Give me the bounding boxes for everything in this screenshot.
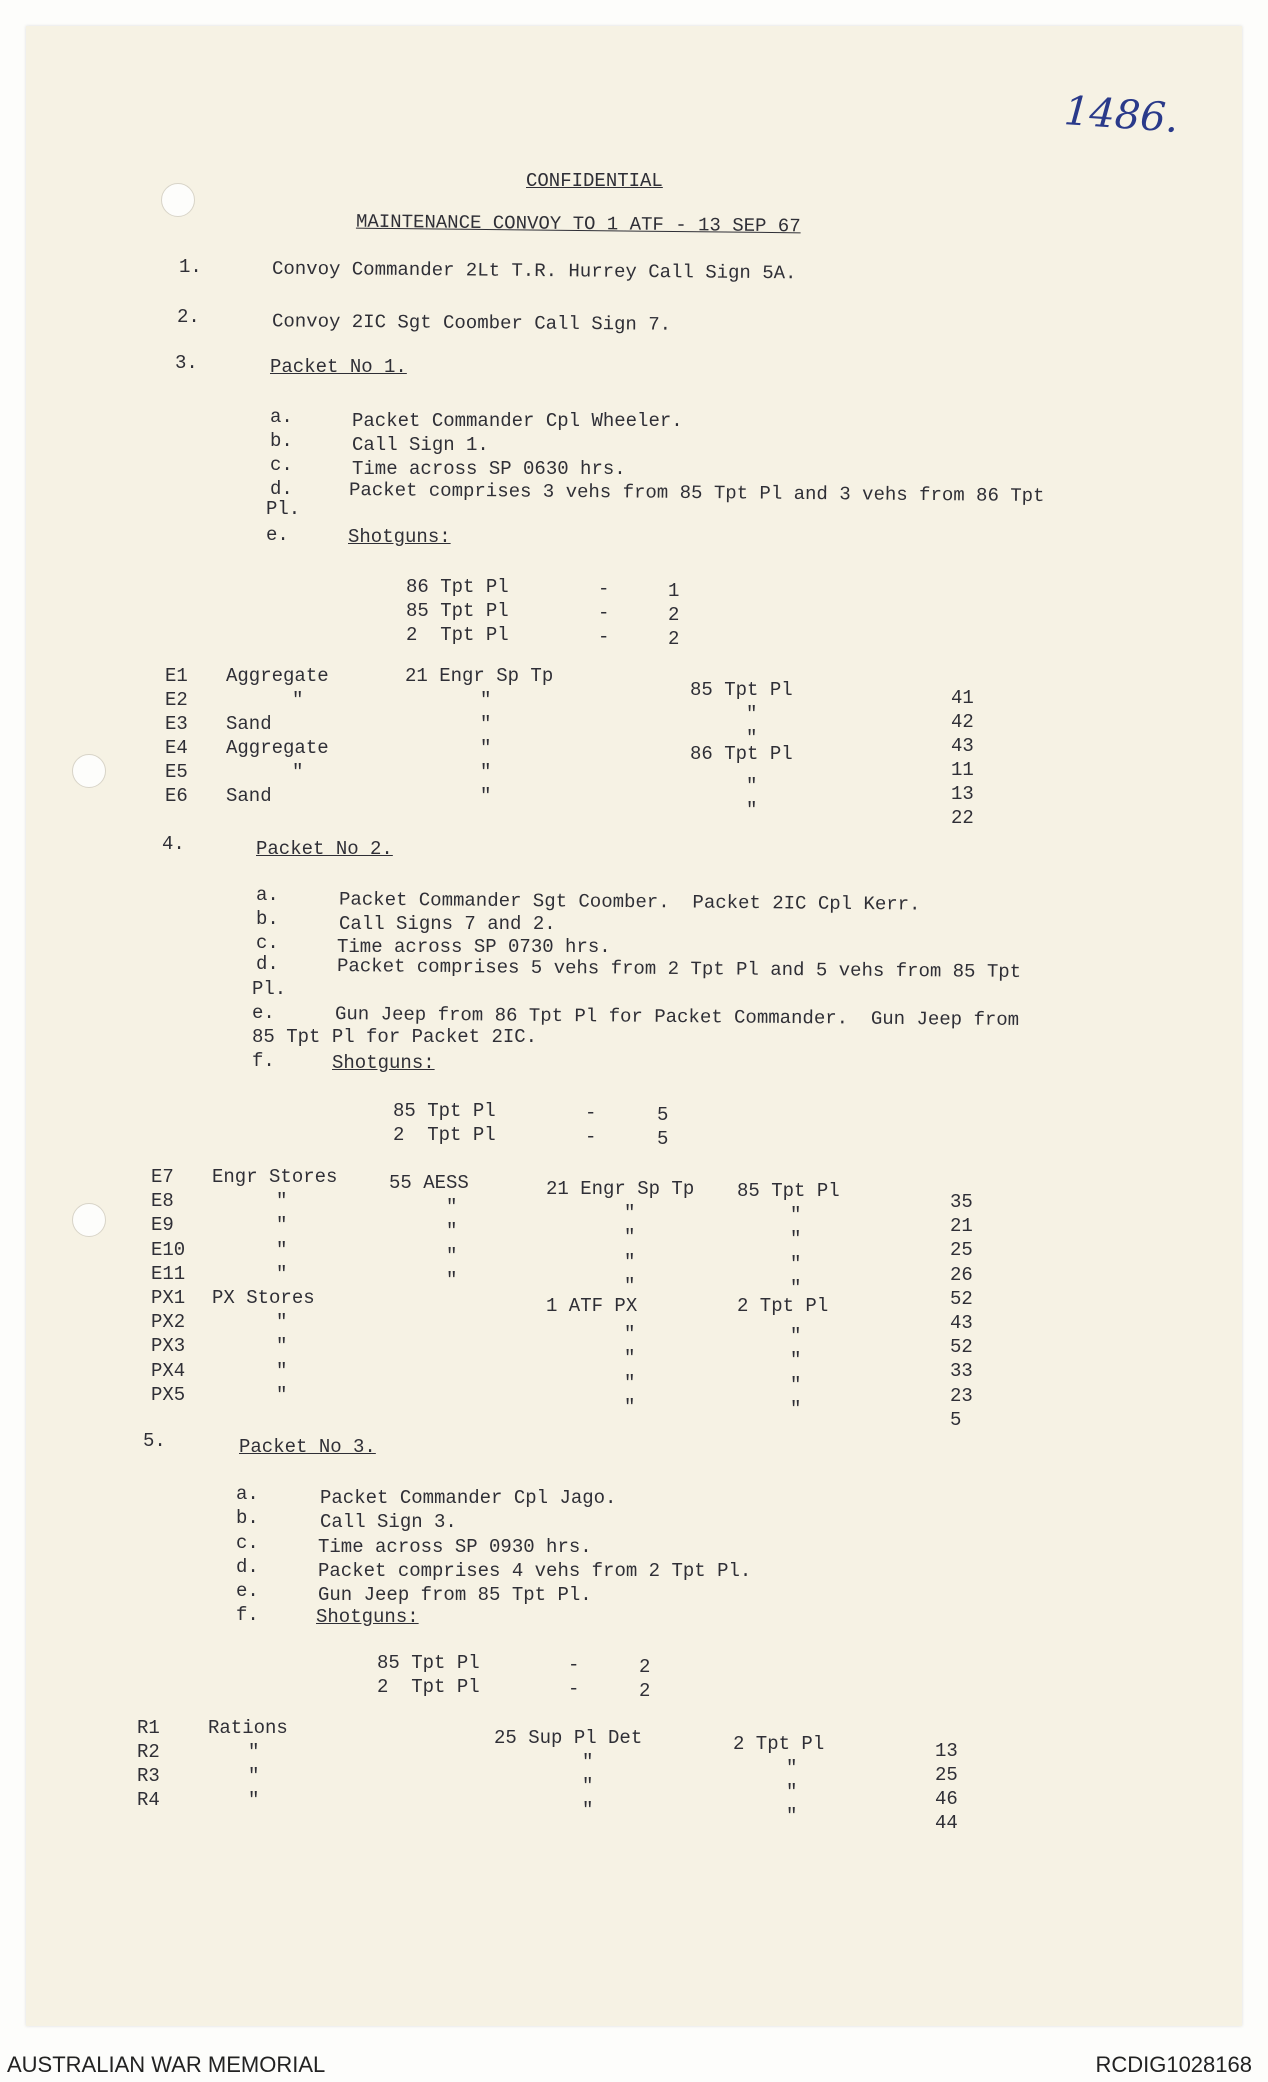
row-to: " bbox=[786, 1781, 798, 1803]
sub-letter: b. bbox=[256, 908, 279, 930]
row-cargo: " bbox=[276, 1359, 288, 1382]
item-number: 1. bbox=[179, 256, 202, 278]
sub-text: Packet Commander Sgt Coomber. Packet 2IC Cpl Kerr. bbox=[338, 888, 921, 916]
row-to: " bbox=[790, 1252, 802, 1275]
row-cargo: PX Stores bbox=[212, 1287, 315, 1309]
row-from: " bbox=[624, 1371, 636, 1394]
row-to: " bbox=[790, 1325, 802, 1348]
row-from: " bbox=[624, 1250, 636, 1273]
row-to: " bbox=[790, 1373, 802, 1396]
shotgun-count: 5 bbox=[657, 1128, 669, 1150]
row-cargo: " bbox=[248, 1741, 260, 1763]
vehicle-number: 13 bbox=[951, 783, 974, 805]
row-cargo: " bbox=[276, 1311, 288, 1334]
sub-letter: c. bbox=[270, 454, 293, 476]
row-from: " bbox=[480, 761, 492, 783]
row-id: E8 bbox=[151, 1190, 174, 1213]
sub-text: Time across SP 0930 hrs. bbox=[318, 1536, 592, 1558]
sub-letter: a. bbox=[270, 406, 293, 428]
item-number: 2. bbox=[177, 306, 200, 328]
row-cargo: Sand bbox=[226, 713, 272, 735]
sub-letter: d. bbox=[236, 1556, 259, 1578]
section-heading: Packet No 3. bbox=[239, 1436, 376, 1458]
footer-source: AUSTRALIAN WAR MEMORIAL bbox=[7, 2052, 326, 2077]
sub-text: Packet comprises 5 vehs from 2 Tpt Pl and 5 vehs from 85 Tpt bbox=[336, 955, 1022, 983]
sub-letter: c. bbox=[256, 932, 279, 954]
sub-text: Time across SP 0730 hrs. bbox=[337, 936, 611, 958]
row-id: E11 bbox=[151, 1262, 186, 1285]
shotgun-unit: 2 Tpt Pl bbox=[393, 1124, 496, 1146]
sub-letter: f. bbox=[236, 1604, 259, 1626]
shotgun-dash: - bbox=[585, 1102, 597, 1124]
row-to: " bbox=[786, 1805, 798, 1827]
row-to: 85 Tpt Pl bbox=[737, 1180, 840, 1202]
row-cargo: Aggregate bbox=[226, 737, 329, 759]
row-id: E4 bbox=[165, 737, 188, 759]
sub-text: Gun Jeep from 86 Tpt Pl for Packet Commander. Gun Jeep from bbox=[334, 1003, 1020, 1031]
sub-text: Time across SP 0630 hrs. bbox=[352, 458, 626, 480]
row-from: " bbox=[624, 1202, 636, 1225]
vehicle-number: 44 bbox=[935, 1812, 958, 1834]
row-cargo: " bbox=[292, 761, 304, 783]
punch-hole bbox=[72, 1203, 106, 1237]
vehicle-number: 33 bbox=[950, 1360, 973, 1383]
sub-letter: e. bbox=[266, 524, 289, 546]
row-via: " bbox=[446, 1220, 458, 1243]
row-id: E7 bbox=[151, 1166, 174, 1188]
sub-letter: d. bbox=[270, 478, 293, 500]
row-cargo: " bbox=[276, 1190, 288, 1213]
row-from: 1 ATF PX bbox=[546, 1295, 638, 1317]
shotgun-count: 2 bbox=[668, 628, 680, 650]
row-id: R2 bbox=[137, 1741, 160, 1763]
sub-letter: b. bbox=[270, 430, 293, 452]
row-cargo: " bbox=[248, 1765, 260, 1787]
row-id: E5 bbox=[165, 761, 188, 783]
document-title: MAINTENANCE CONVOY TO 1 ATF - 13 SEP 67 bbox=[355, 210, 801, 238]
row-from: " bbox=[624, 1347, 636, 1370]
sub-text: Call Sign 3. bbox=[320, 1511, 457, 1533]
shotgun-count: 2 bbox=[668, 604, 680, 626]
row-from: " bbox=[624, 1323, 636, 1346]
vehicle-number: 5 bbox=[950, 1408, 962, 1431]
shotgun-unit: 85 Tpt Pl bbox=[377, 1652, 480, 1674]
shotgun-unit: 85 Tpt Pl bbox=[393, 1100, 496, 1122]
row-id: E3 bbox=[165, 713, 188, 735]
sub-text: Packet Commander Cpl Jago. bbox=[320, 1487, 617, 1509]
shotguns-label: Shotguns: bbox=[332, 1052, 435, 1074]
row-from: " bbox=[582, 1751, 594, 1773]
vehicle-number: 52 bbox=[950, 1287, 973, 1310]
shotgun-dash: - bbox=[585, 1126, 597, 1148]
row-cargo: Rations bbox=[208, 1717, 288, 1739]
sub-letter: c. bbox=[236, 1532, 259, 1554]
row-from: " bbox=[480, 713, 492, 735]
shotguns-label: Shotguns: bbox=[348, 526, 451, 548]
row-cargo: Sand bbox=[226, 785, 272, 807]
row-from: " bbox=[624, 1274, 636, 1297]
row-to: " bbox=[746, 703, 758, 725]
shotgun-dash: - bbox=[568, 1654, 580, 1676]
row-to: " bbox=[790, 1349, 802, 1372]
shotguns-label: Shotguns: bbox=[316, 1606, 419, 1628]
section-heading: Packet No 1. bbox=[270, 356, 407, 378]
shotgun-count: 5 bbox=[657, 1104, 669, 1126]
vehicle-number: 43 bbox=[951, 735, 974, 757]
vehicle-number: 41 bbox=[951, 687, 974, 709]
shotgun-dash: - bbox=[568, 1678, 580, 1700]
sub-letter: e. bbox=[236, 1580, 259, 1602]
row-to: 85 Tpt Pl bbox=[690, 679, 793, 701]
classification: CONFIDENTIAL bbox=[526, 170, 663, 192]
sub-letter: a. bbox=[236, 1483, 259, 1505]
sub-text-wrap: Pl. bbox=[266, 498, 301, 520]
row-cargo: " bbox=[276, 1214, 288, 1237]
shotgun-unit: 85 Tpt Pl bbox=[406, 600, 509, 622]
vehicle-number: 22 bbox=[951, 807, 974, 829]
punch-hole bbox=[161, 183, 195, 217]
row-id: E6 bbox=[165, 785, 188, 807]
row-to: 86 Tpt Pl bbox=[690, 743, 793, 765]
row-via: 55 AESS bbox=[389, 1172, 469, 1194]
row-to: " bbox=[790, 1397, 802, 1420]
shotgun-count: 2 bbox=[639, 1656, 651, 1678]
row-cargo: " bbox=[276, 1262, 288, 1285]
row-from: 25 Sup Pl Det bbox=[494, 1727, 643, 1749]
row-cargo: Engr Stores bbox=[212, 1166, 338, 1188]
sub-letter: f. bbox=[252, 1050, 275, 1072]
row-id: E10 bbox=[151, 1238, 186, 1261]
shotgun-unit: 86 Tpt Pl bbox=[406, 576, 509, 598]
item-number: 3. bbox=[175, 352, 198, 374]
row-from: " bbox=[480, 737, 492, 759]
vehicle-number: 26 bbox=[950, 1263, 973, 1286]
row-cargo: " bbox=[248, 1789, 260, 1811]
punch-hole bbox=[72, 754, 106, 788]
row-via: " bbox=[446, 1268, 458, 1291]
vehicle-number: 46 bbox=[935, 1788, 958, 1810]
row-from: " bbox=[624, 1226, 636, 1249]
row-id: PX1 bbox=[151, 1287, 186, 1309]
handwritten-folio-number: 1486. bbox=[1062, 88, 1180, 142]
shotgun-dash: - bbox=[598, 602, 610, 624]
row-id: R4 bbox=[137, 1789, 160, 1811]
vehicle-number: 42 bbox=[951, 711, 974, 733]
row-via: " bbox=[446, 1196, 458, 1219]
vehicle-number: 25 bbox=[935, 1764, 958, 1786]
row-id: PX4 bbox=[151, 1359, 186, 1382]
sub-text-wrap: 85 Tpt Pl for Packet 2IC. bbox=[252, 1026, 538, 1048]
row-cargo: " bbox=[276, 1383, 288, 1406]
row-from: 21 Engr Sp Tp bbox=[405, 665, 554, 687]
row-to: 2 Tpt Pl bbox=[733, 1733, 825, 1755]
sub-text: Packet comprises 4 vehs from 2 Tpt Pl. bbox=[318, 1560, 752, 1582]
sub-letter: a. bbox=[256, 884, 279, 906]
footer-reference: RCDIG1028168 bbox=[1095, 2052, 1252, 2077]
item-text: Convoy 2IC Sgt Coomber Call Sign 7. bbox=[271, 310, 672, 336]
row-id: PX2 bbox=[151, 1311, 186, 1334]
row-id: R3 bbox=[137, 1765, 160, 1787]
row-id: E9 bbox=[151, 1214, 174, 1237]
sub-text: Packet Commander Cpl Wheeler. bbox=[352, 410, 683, 432]
row-cargo: " bbox=[292, 689, 304, 711]
item-number: 5. bbox=[143, 1430, 166, 1452]
row-id: E1 bbox=[165, 665, 188, 687]
shotgun-count: 2 bbox=[639, 1680, 651, 1702]
sub-text: Gun Jeep from 85 Tpt Pl. bbox=[318, 1584, 592, 1606]
sub-text-wrap: Pl. bbox=[252, 978, 287, 1000]
row-cargo: " bbox=[276, 1238, 288, 1261]
vehicle-number: 23 bbox=[950, 1384, 973, 1407]
row-id: PX3 bbox=[151, 1335, 186, 1358]
item-number: 4. bbox=[162, 833, 185, 855]
row-from: " bbox=[480, 689, 492, 711]
row-from: " bbox=[582, 1799, 594, 1821]
sub-text: Call Sign 1. bbox=[352, 434, 489, 456]
row-to: " bbox=[786, 1757, 798, 1779]
row-cargo: Aggregate bbox=[226, 665, 329, 687]
row-to: " bbox=[790, 1276, 802, 1299]
shotgun-count: 1 bbox=[668, 580, 680, 602]
vehicle-number: 13 bbox=[935, 1740, 958, 1762]
row-id: E2 bbox=[165, 689, 188, 711]
row-to: " bbox=[746, 727, 758, 749]
sub-letter: d. bbox=[256, 953, 279, 975]
item-text: Convoy Commander 2Lt T.R. Hurrey Call Sign 5A. bbox=[271, 257, 797, 285]
row-id: R1 bbox=[137, 1717, 160, 1739]
shotgun-unit: 2 Tpt Pl bbox=[406, 624, 509, 646]
row-from: " bbox=[624, 1395, 636, 1418]
row-id: PX5 bbox=[151, 1383, 186, 1406]
row-cargo: " bbox=[276, 1335, 288, 1358]
row-from: 21 Engr Sp Tp bbox=[546, 1178, 695, 1200]
row-to: " bbox=[746, 799, 758, 821]
sub-text: Packet comprises 3 vehs from 85 Tpt Pl and 3 vehs from 86 Tpt bbox=[348, 478, 1045, 508]
vehicle-number: 21 bbox=[950, 1215, 973, 1238]
row-via: " bbox=[446, 1244, 458, 1267]
sub-letter: e. bbox=[252, 1002, 275, 1024]
row-from: " bbox=[480, 785, 492, 807]
vehicle-number: 43 bbox=[950, 1312, 973, 1334]
row-to: " bbox=[790, 1228, 802, 1251]
row-from: " bbox=[582, 1775, 594, 1797]
row-to: 2 Tpt Pl bbox=[737, 1295, 829, 1317]
section-heading: Packet No 2. bbox=[256, 838, 393, 860]
shotgun-unit: 2 Tpt Pl bbox=[377, 1676, 480, 1698]
shotgun-dash: - bbox=[598, 626, 610, 648]
vehicle-number: 11 bbox=[951, 759, 974, 781]
vehicle-number: 35 bbox=[950, 1191, 973, 1213]
row-to: " bbox=[746, 775, 758, 797]
vehicle-number: 52 bbox=[950, 1336, 973, 1359]
sub-text: Call Signs 7 and 2. bbox=[339, 913, 556, 935]
vehicle-number: 25 bbox=[950, 1239, 973, 1262]
shotgun-dash: - bbox=[598, 578, 610, 600]
row-to: " bbox=[790, 1204, 802, 1227]
sub-letter: b. bbox=[236, 1507, 259, 1529]
